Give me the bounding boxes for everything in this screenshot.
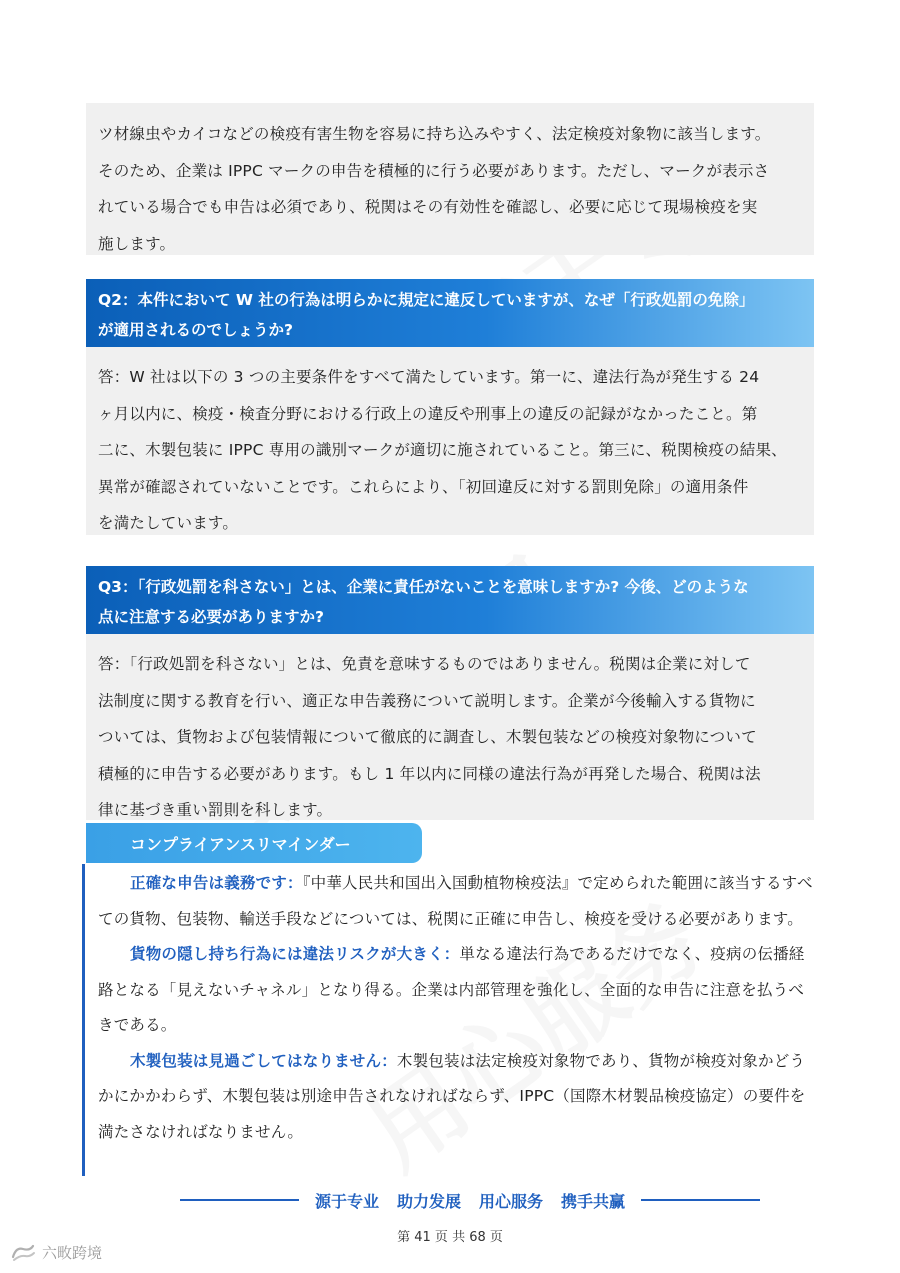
q3-answer-line: 法制度に関する教育を行い、適正な申告義務について説明します。企業が今後輸入する貨物に: [98, 691, 756, 710]
reminder-item-text: 単なる違法行為であるだけでなく、疫病の伝播経路となる「見えないチャネル」となり得る。企業は内部管理を強化し、全面的な申告に注意を払うべきである。: [98, 945, 805, 1034]
intro-line: 施します。: [98, 234, 176, 253]
reminder-body: [98, 866, 818, 1150]
q3-answer-box: [86, 634, 814, 820]
q3-question-line: 点に注意する必要がありますか?: [98, 608, 324, 626]
logo-icon: [10, 1243, 36, 1263]
q3-question-line: Q3：「行政処罰を科さない」とは、企業に責任がないことを意味しますか? 今後、どのような: [98, 578, 749, 596]
page-number: 第 41 页 共 68 页: [397, 1230, 503, 1245]
compliance-reminder-title: [86, 823, 422, 863]
slogan-word: 用心服务: [479, 1191, 544, 1211]
intro-line: ツ材線虫やカイコなどの検疫有害生物を容易に持ち込みやすく、法定検疫対象物に該当します。: [98, 125, 771, 143]
reminder-item-heading: 正確な申告は義務です：: [130, 874, 303, 892]
slogan-divider-left: [180, 1199, 299, 1201]
reminder-left-border: [82, 864, 85, 1176]
q2-answer-box: [86, 347, 814, 535]
logo-text: 六畋跨境: [42, 1244, 103, 1262]
reminder-item-text: 『中華人民共和国出入国動植物検疫法』で定められた範囲に該当するすべての貨物、包装物、輸送手段などについては、税関に正確に申告し、検疫を受ける必要があります。: [98, 874, 813, 928]
footer-slogan: [180, 1186, 760, 1214]
intro-line: れている場合でも申告は必須であり、税関はその有効性を確認し、必要に応じて現場検疫を実: [98, 198, 758, 216]
reminder-title-text: コンプライアンスリマインダー: [130, 834, 351, 854]
q2-question-banner: [86, 279, 814, 347]
reminder-item: [98, 937, 818, 1044]
reminder-item-text: 木製包装は法定検疫対象物であり、貨物が検疫対象かどうかにかかわらず、木製包装は別途申告されなければならず、IPPC（国際木材製品検疫協定）の要件を満たさなければなりません。: [98, 1051, 806, 1141]
intro-text-box: [86, 103, 814, 255]
q2-question-line: が適用されるのでしょうか?: [98, 321, 293, 339]
q2-answer-line: を満たしています。: [98, 514, 239, 532]
reminder-item-heading: 貨物の隠し持ち行為には違法リスクが大きく：: [130, 945, 460, 963]
q3-answer-line: 積極的に申告する必要があります。もし 1 年以内に同様の違法行為が再発した場合、税関は法: [98, 764, 761, 783]
slogan-word: 携手共赢: [561, 1191, 626, 1211]
reminder-item: [98, 866, 818, 937]
slogan-word: 助力发展: [396, 1191, 461, 1211]
q3-answer-line: 律に基づき重い罰則を科します。: [98, 801, 333, 819]
q2-question-line: Q2：本件において W 社の行為は明らかに規定に違反していますが、なぜ「行政処罰の免除」: [98, 291, 755, 309]
q3-answer-line: 答：「行政処罰を科さない」とは、免責を意味するものではありません。税関は企業に対して: [98, 655, 751, 673]
reminder-item-heading: 木製包装は見過ごしてはなりません：: [130, 1051, 397, 1070]
brand-logo: [10, 1242, 102, 1263]
q2-answer-line: 答：W 社は以下の 3 つの主要条件をすべて満たしています。第一に、違法行為が発生する 24: [98, 368, 760, 386]
slogan-divider-right: [641, 1199, 760, 1201]
q2-answer-line: 二に、木製包装に IPPC 専用の識別マークが適切に施されていること。第三に、税関検疫の結果、: [98, 441, 787, 459]
q3-question-banner: [86, 566, 814, 634]
q3-answer-line: ついては、貨物および包装情報について徹底的に調査し、木製包装などの検疫対象物について: [98, 728, 757, 746]
q2-answer-line: 異常が確認されていないことです。これらにより、「初回違反に対する罰則免除」の適用条件: [98, 477, 749, 496]
slogan-words: [299, 1189, 641, 1212]
q2-answer-line: ヶ月以内に、検疫・検査分野における行政上の違反や刑事上の違反の記録がなかったこと。第: [98, 404, 758, 423]
slogan-word: 源于专业: [314, 1191, 379, 1211]
reminder-item: [98, 1044, 818, 1151]
intro-line: そのため、企業は IPPC マークの申告を積極的に行う必要があります。ただし、マークが表示さ: [98, 161, 770, 180]
